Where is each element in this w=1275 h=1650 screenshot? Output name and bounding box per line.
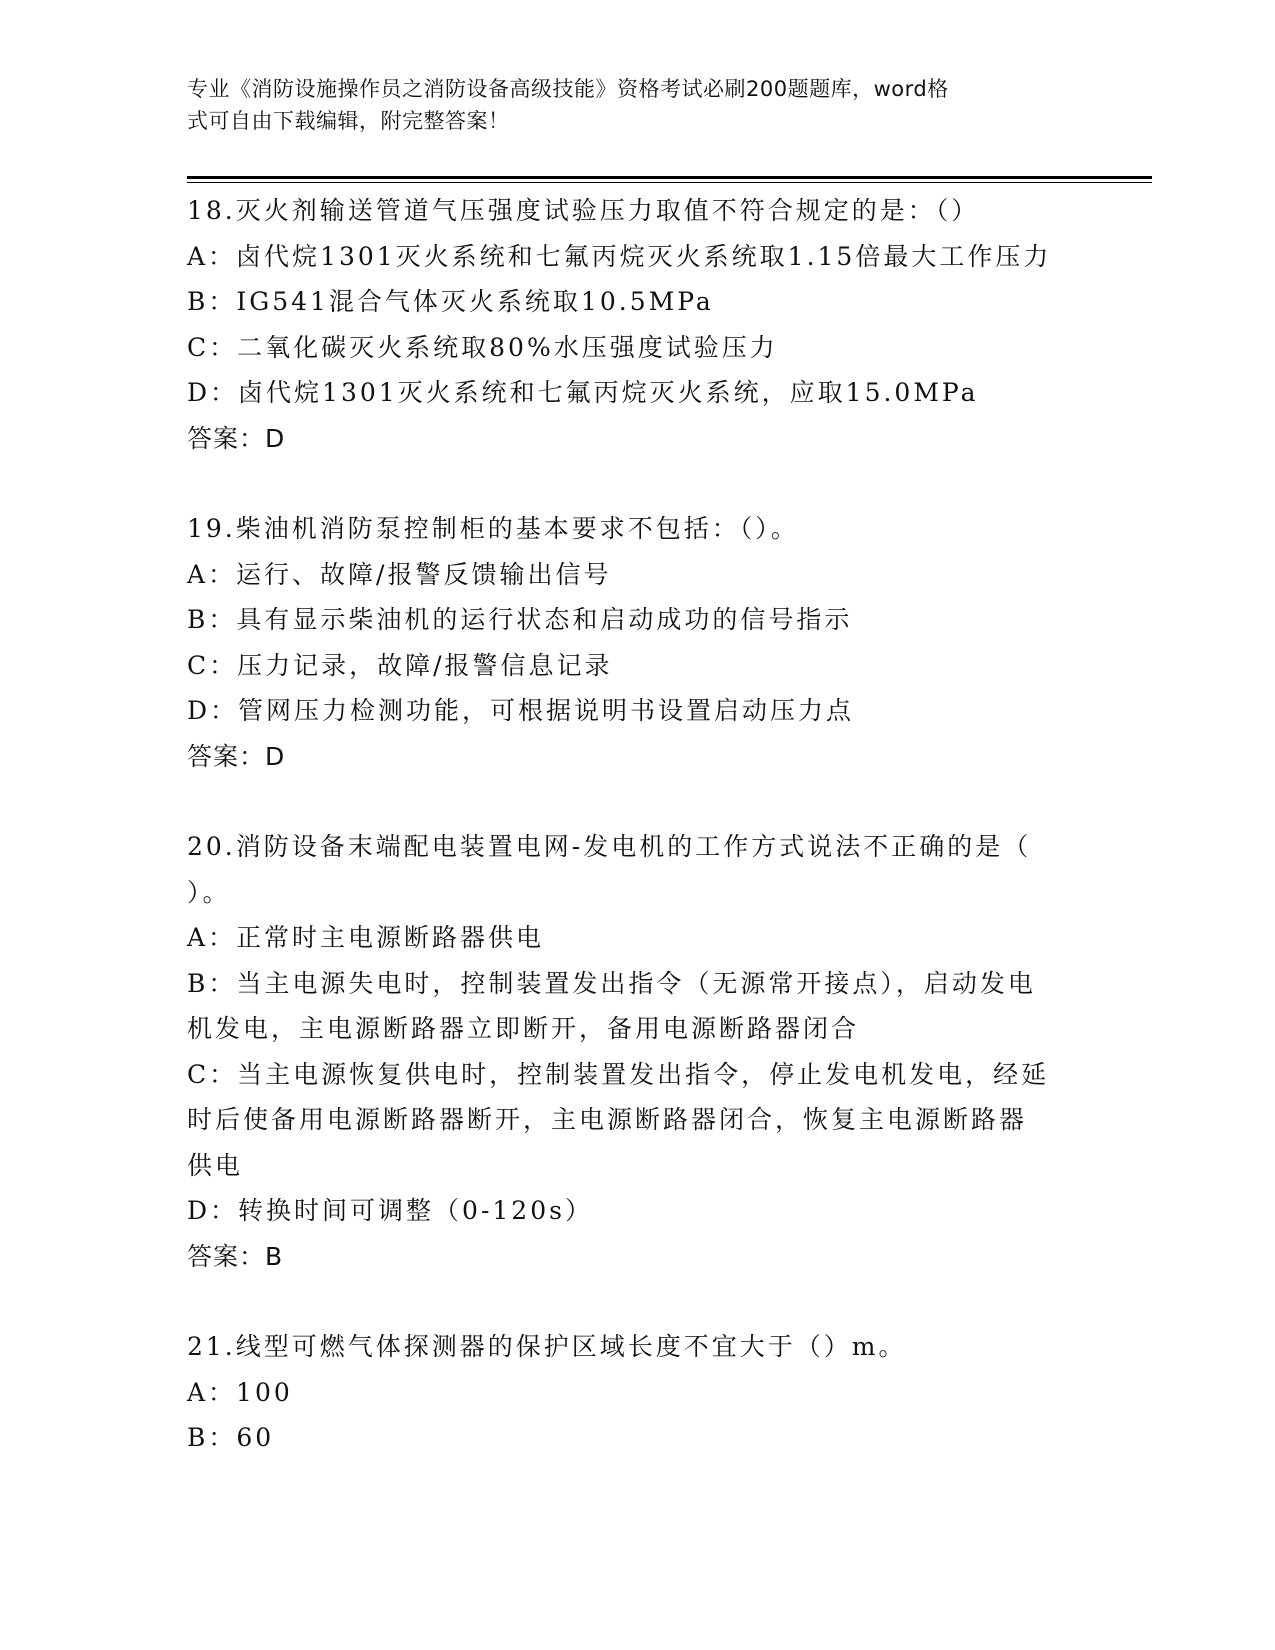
option-b: B：具有显示柴油机的运行状态和启动成功的信号指示	[187, 605, 853, 634]
header-rule-thick	[187, 176, 1152, 179]
answer-line: 答案：D	[187, 741, 286, 771]
option-b: B：60	[187, 1423, 275, 1452]
question-20	[187, 824, 1087, 1279]
option-a: A：卤代烷1301灭火系统和七氟丙烷灭火系统取1.15倍最大工作压力	[187, 241, 1052, 271]
document-header	[187, 73, 1067, 137]
option-c-continued-2: 供电	[187, 1150, 244, 1180]
option-c: C：当主电源恢复供电时，控制装置发出指令，停止发电机发电，经延	[187, 1059, 1050, 1089]
option-d: D：转换时间可调整（0-120s）	[187, 1196, 593, 1225]
question-stem-continued: ）。	[187, 877, 231, 907]
answer-line: 答案：B	[187, 1241, 284, 1271]
question-18	[187, 188, 1087, 461]
option-a: A：100	[187, 1377, 293, 1407]
header-line-1: 专业《消防设施操作员之消防设备高级技能》资格考试必刷200题题库，word格	[187, 77, 949, 101]
option-b-continued: 机发电，主电源断路器立即断开，备用电源断路器闭合	[187, 1014, 860, 1043]
answer-line: 答案：D	[187, 423, 286, 453]
header-line-2: 式可自由下载编辑，附完整答案！	[187, 109, 510, 133]
option-c: C：二氧化碳灭火系统取80%水压强度试验压力	[187, 332, 778, 362]
option-a: A：运行、故障/报警反馈输出信号	[187, 559, 612, 589]
question-19	[187, 506, 1087, 779]
option-b: B：当主电源失电时，控制装置发出指令（无源常开接点），启动发电	[187, 968, 1036, 998]
question-21	[187, 1324, 1087, 1461]
option-d: D：卤代烷1301灭火系统和七氟丙烷灭火系统，应取15.0MPa	[187, 378, 979, 407]
option-a: A：正常时主电源断路器供电	[187, 923, 545, 952]
question-stem: 18.灭火剂输送管道气压强度试验压力取值不符合规定的是：（）	[187, 196, 980, 225]
option-c: C：压力记录，故障/报警信息记录	[187, 650, 613, 680]
option-b: B：IG541混合气体灭火系统取10.5MPa	[187, 287, 714, 316]
question-stem: 21.线型可燃气体探测器的保护区域长度不宜大于（）m。	[187, 1332, 907, 1361]
question-stem: 19.柴油机消防泵控制柜的基本要求不包括：（）。	[187, 514, 799, 543]
option-d: D：管网压力检测功能，可根据说明书设置启动压力点	[187, 696, 855, 725]
option-c-continued: 时后使备用电源断路器断开，主电源断路器闭合，恢复主电源断路器	[187, 1105, 1028, 1134]
header-rule-thin	[187, 182, 1152, 183]
question-stem: 20.消防设备末端配电装置电网-发电机的工作方式说法不正确的是（	[187, 832, 1032, 861]
question-list	[187, 188, 1087, 1506]
